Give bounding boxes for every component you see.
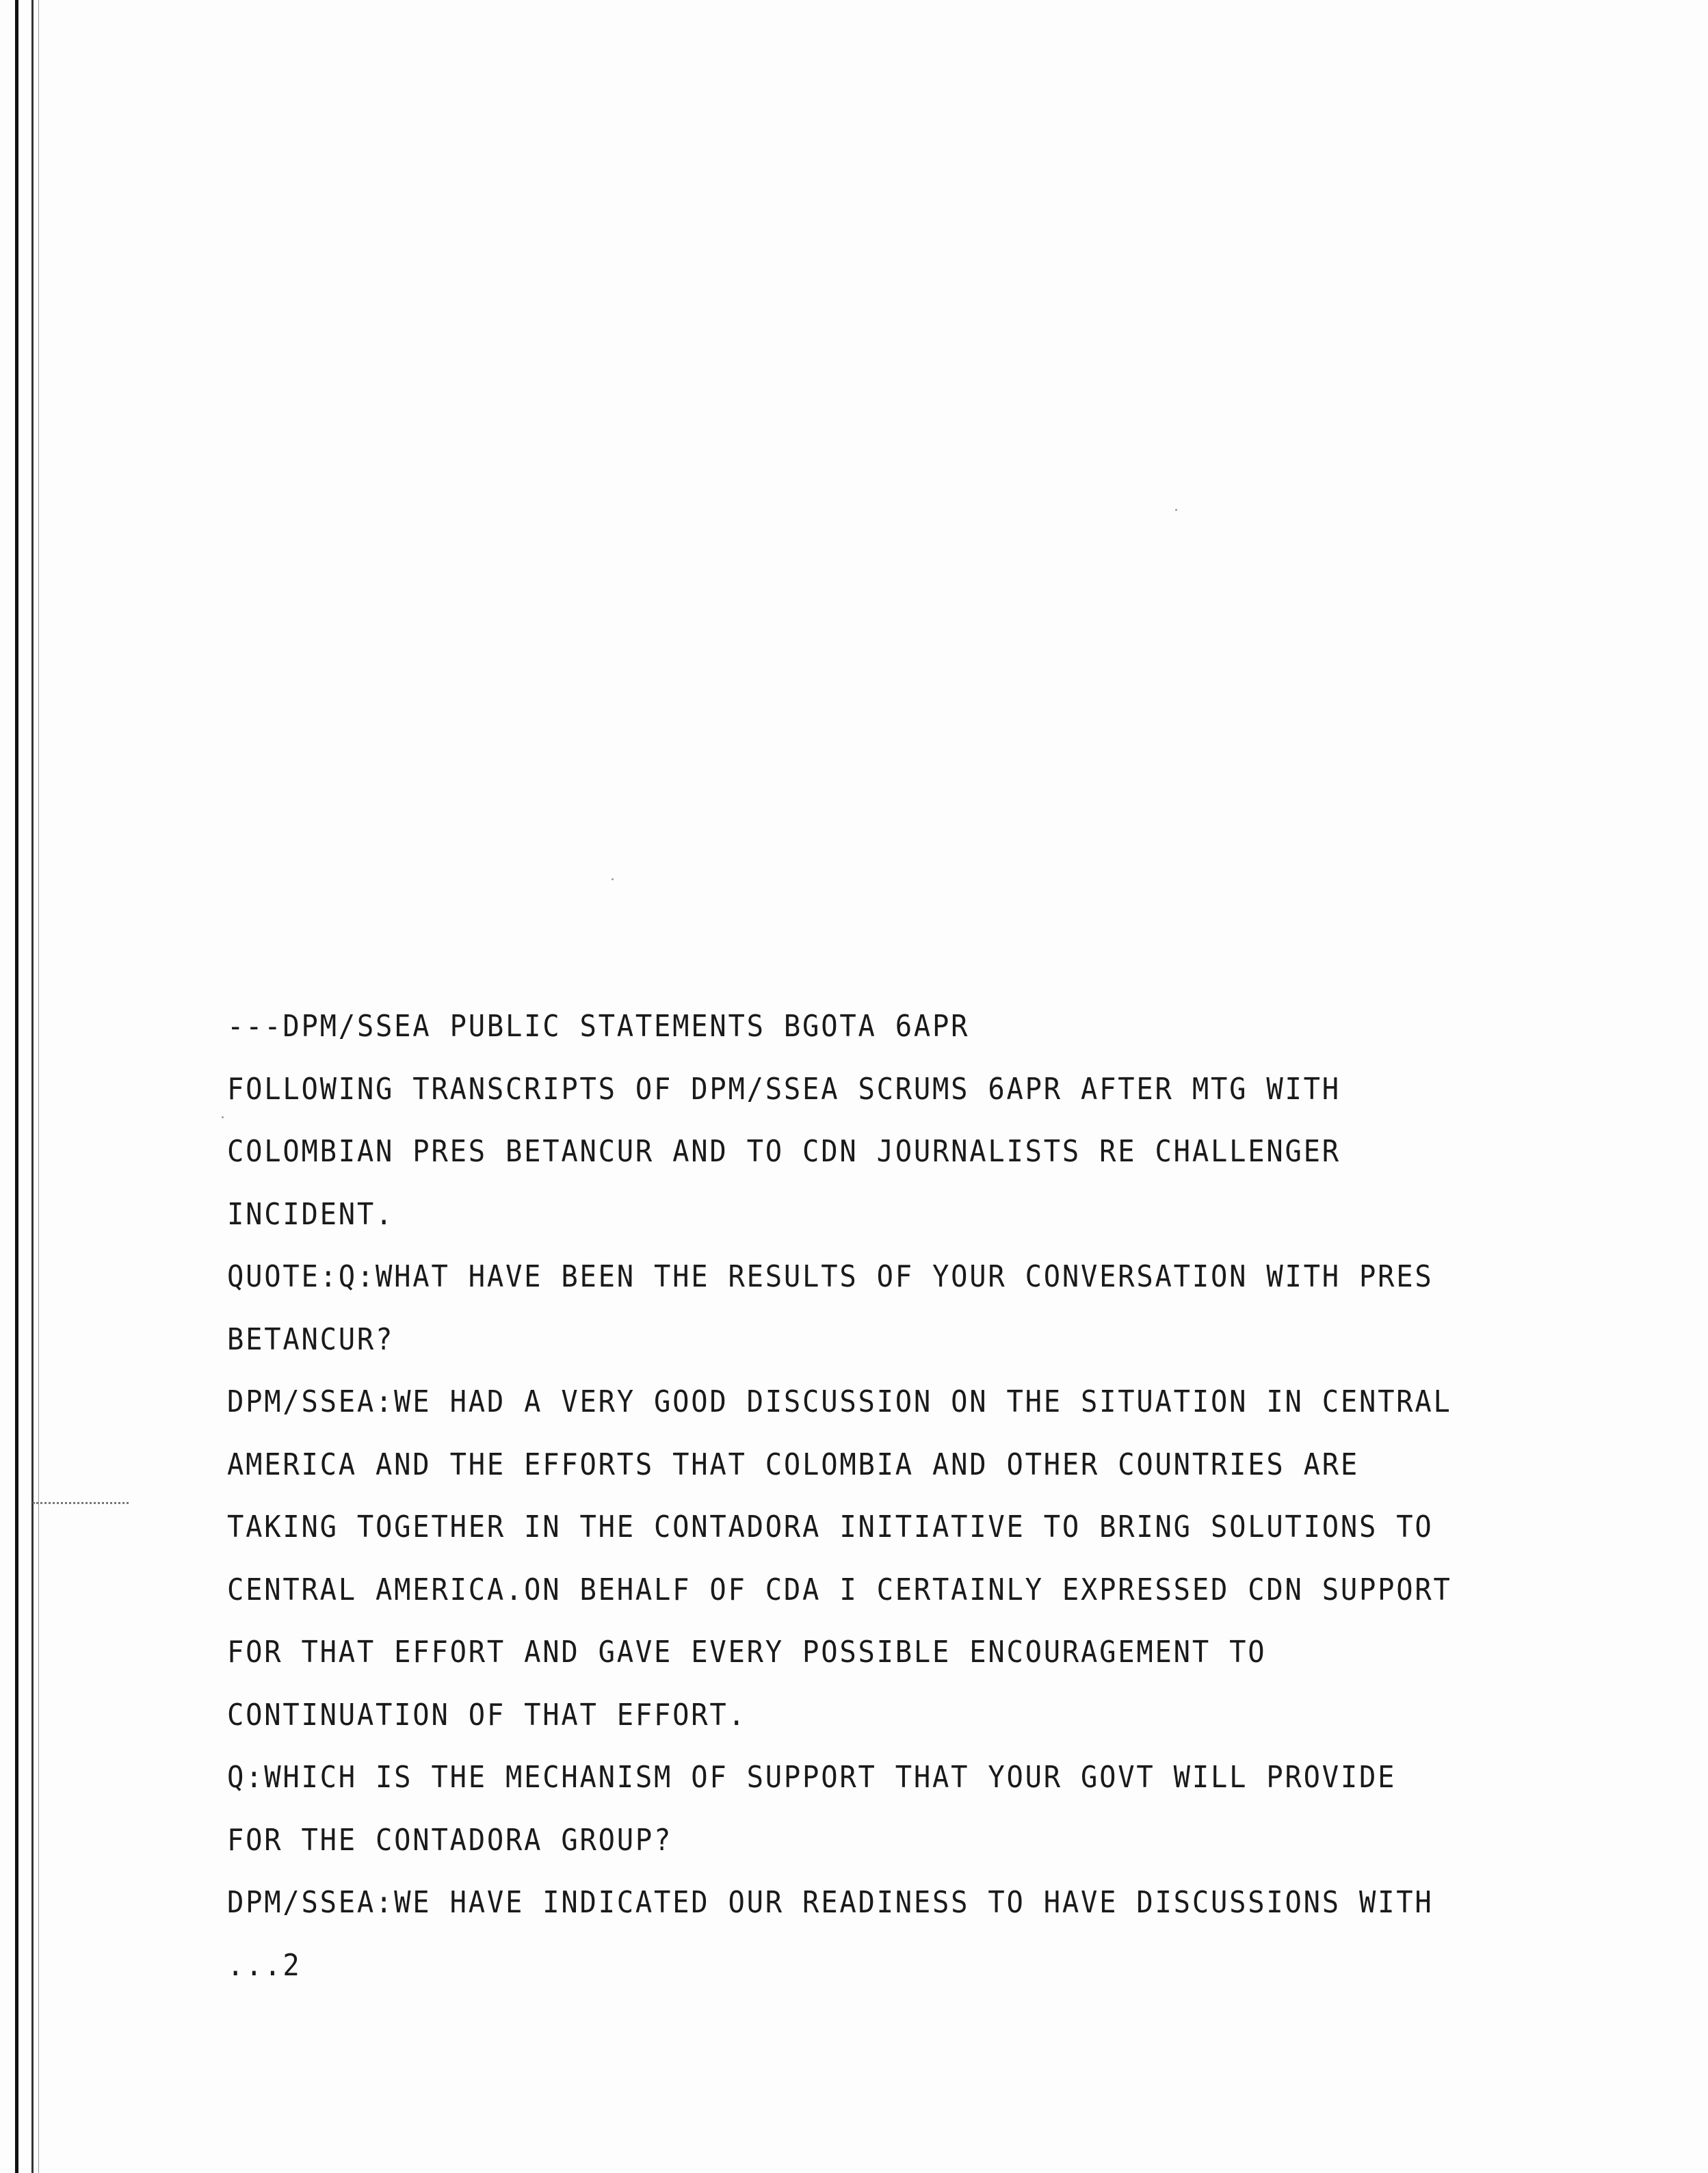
text-line: DPM/SSEA:WE HAVE INDICATED OUR READINESS TO HAVE DISCUSSIONS WITH (227, 1885, 1434, 1920)
scan-speck (222, 1116, 224, 1118)
page-edge-border (31, 0, 34, 2173)
page-edge-border (15, 0, 18, 2173)
text-line: COLOMBIAN PRES BETANCUR AND TO CDN JOURNALISTS RE CHALLENGER (227, 1134, 1341, 1169)
text-line: DPM/SSEA:WE HAD A VERY GOOD DISCUSSION ON THE SITUATION IN CENTRAL (227, 1384, 1452, 1419)
margin-dotted-mark (33, 1502, 129, 1504)
text-line: QUOTE:Q:WHAT HAVE BEEN THE RESULTS OF YOUR CONVERSATION WITH PRES (227, 1259, 1434, 1294)
text-line: CONTINUATION OF THAT EFFORT. (227, 1697, 747, 1733)
scan-speck (1175, 509, 1177, 511)
page-edge-border (38, 0, 39, 2173)
text-line: FOR THAT EFFORT AND GAVE EVERY POSSIBLE ENCOURAGEMENT TO (227, 1635, 1267, 1670)
page-continuation-marker: ...2 (227, 1947, 302, 1983)
text-line: Q:WHICH IS THE MECHANISM OF SUPPORT THAT YOUR GOVT WILL PROVIDE (227, 1760, 1397, 1795)
text-line: INCIDENT. (227, 1196, 395, 1232)
scan-speck (612, 878, 614, 880)
text-line: ---DPM/SSEA PUBLIC STATEMENTS BGOTA 6APR (227, 1009, 970, 1044)
text-line: BETANCUR? (227, 1321, 395, 1357)
text-line: FOLLOWING TRANSCRIPTS OF DPM/SSEA SCRUMS 6APR AFTER MTG WITH (227, 1071, 1341, 1107)
text-line: CENTRAL AMERICA.ON BEHALF OF CDA I CERTAINLY EXPRESSED CDN SUPPORT (227, 1572, 1452, 1607)
text-line: FOR THE CONTADORA GROUP? (227, 1822, 673, 1858)
text-line: TAKING TOGETHER IN THE CONTADORA INITIATIVE TO BRING SOLUTIONS TO (227, 1510, 1434, 1544)
text-line: AMERICA AND THE EFFORTS THAT COLOMBIA AND OTHER COUNTRIES ARE (227, 1447, 1359, 1482)
telex-text-body (227, 995, 1486, 1997)
